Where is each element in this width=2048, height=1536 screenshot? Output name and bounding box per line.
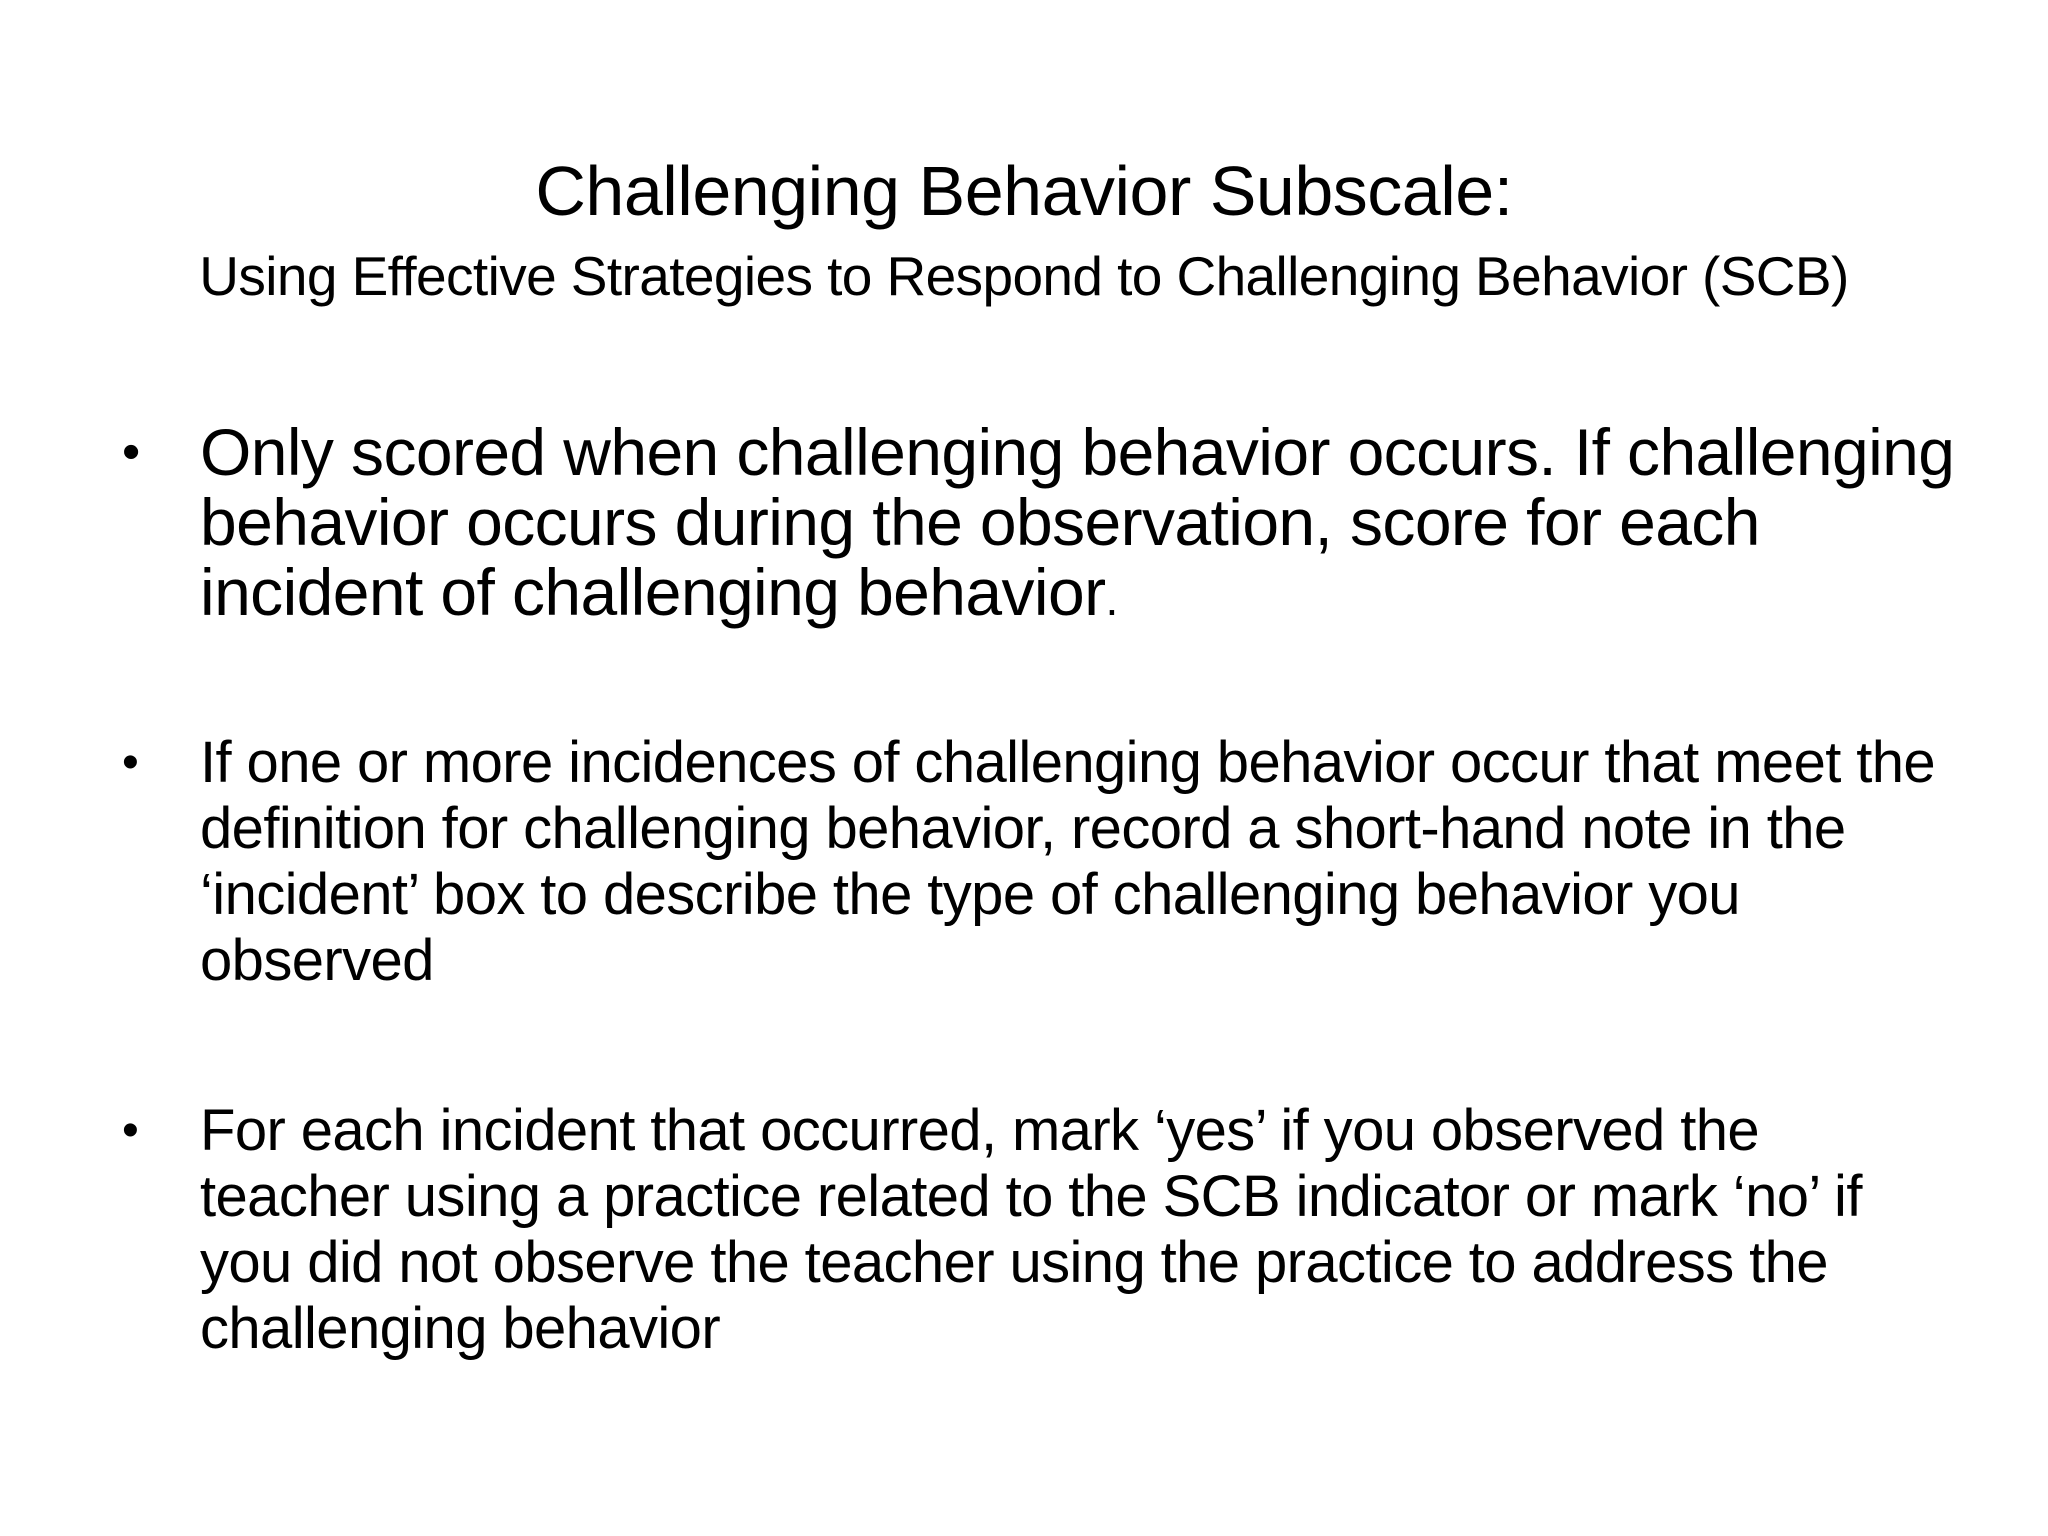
bullet-icon: • bbox=[122, 423, 140, 481]
bullet-text-main: Only scored when challenging behavior occurs. If challenging behavior occurs during the observation, score for each incident of challenging behavior bbox=[200, 415, 1955, 629]
bullet-icon: • bbox=[122, 736, 139, 789]
bullet-item-incident-note bbox=[122, 730, 1960, 994]
title-block bbox=[0, 148, 2048, 314]
bullet-icon: • bbox=[122, 1104, 139, 1157]
slide-title: Challenging Behavior Subscale: bbox=[535, 152, 1513, 230]
bullet-text: If one or more incidences of challenging behavior occur that meet the definition for challenging behavior, record a short-hand note in the ‘incident’ box to describe the type of challenging behavior you observed bbox=[200, 730, 1936, 993]
bullet-item-yes-no-marking bbox=[122, 1098, 1960, 1362]
bullet-text: For each incident that occurred, mark ‘yes’ if you observed the teacher using a practice related to the SCB indicator or mark ‘no’ if you did not observe the teacher using the practice to address the challenging behavior bbox=[200, 1098, 1862, 1361]
slide-subtitle: Using Effective Strategies to Respond to Challenging Behavior (SCB) bbox=[199, 245, 1849, 307]
bullet-text bbox=[200, 417, 1960, 634]
bullet-item-scoring-condition bbox=[122, 415, 1960, 634]
bullet-text-period: . bbox=[1105, 573, 1118, 625]
